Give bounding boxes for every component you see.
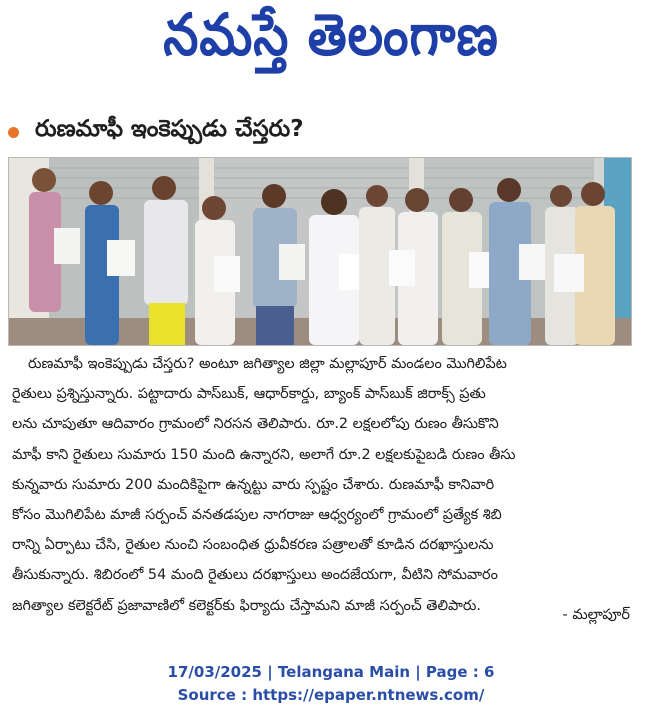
body-line: కోసం మొగిలిపేట మాజీ సర్పంచ్ వనతడపుల నాగరాజు ఆధ్వర్యంలో గ్రామంలో ప్రత్యేక శిబి <box>12 506 502 523</box>
body-line: రుణమాఫీ ఇంకెప్పుడు చేస్తరు? అంటూ జగిత్యాల జిల్లా మల్లాపూర్ మండలం మొగిలిపేట <box>28 356 507 372</box>
bullet-icon <box>8 127 19 138</box>
body-line: తీసుకున్నారు. శిబిరంలో 54 మంది రైతులు దరఖాస్తులు అందజేయగా, వీటిని సోమవారం <box>12 567 498 584</box>
body-line: రైతులు ప్రశ్నిస్తున్నారు. పట్టాదారు పాస్‌బుక్, ఆధార్‌కార్డు, బ్యాంక్ పాస్‌బుక్ జిరాక్స్ ప్రతు <box>12 386 486 403</box>
body-line: జగిత్యాల కలెక్టరేట్ ప్రజావాణిలో కలెక్టర్‌కు ఫిర్యాదు చేస్తామని మాజీ సర్పంచ్ తెలిపారు. <box>12 597 481 614</box>
farmers-group-photo <box>9 158 631 345</box>
masthead-title: నమస్తే తెలంగాణ <box>163 1 499 69</box>
body-line: రాన్ని ఏర్పాటు చేసి, రైతుల నుంచి సంబంధిత ధ్రువీకరణ పత్రాలతో కూడిన దరఖాస్తులను <box>12 537 494 554</box>
footer-source-line: Source : https://epaper.ntnews.com/ <box>177 686 485 704</box>
article-body <box>12 349 630 621</box>
body-line: కున్నవారు సుమారు 200 మందికిపైగా ఉన్నట్టు వారు స్పష్టం చేశారు. రుణమాఫీ కానివారి <box>12 476 495 493</box>
footer-date-line: 17/03/2025 | Telangana Main | Page : 6 <box>167 663 495 681</box>
article-byline: - మల్లాపూర్ <box>562 607 630 623</box>
headline-row <box>8 112 304 152</box>
body-line: మాఫీ కాని రైతులు సుమారు 150 మంది ఉన్నారని, అలాగే రూ.2 లక్షలకుపైబడి రుణం తీసు <box>12 446 516 463</box>
masthead <box>0 0 662 85</box>
article-headline: రుణమాఫీ ఇంకెప్పుడు చేస్తరు? <box>35 116 304 142</box>
article-photo <box>8 157 632 346</box>
body-line: లను చూపుతూ ఆదివారం గ్రామంలో నిరసన తెలిపారు. రూ.2 లక్షలలోపు రుణం తీసుకొని <box>12 416 499 433</box>
